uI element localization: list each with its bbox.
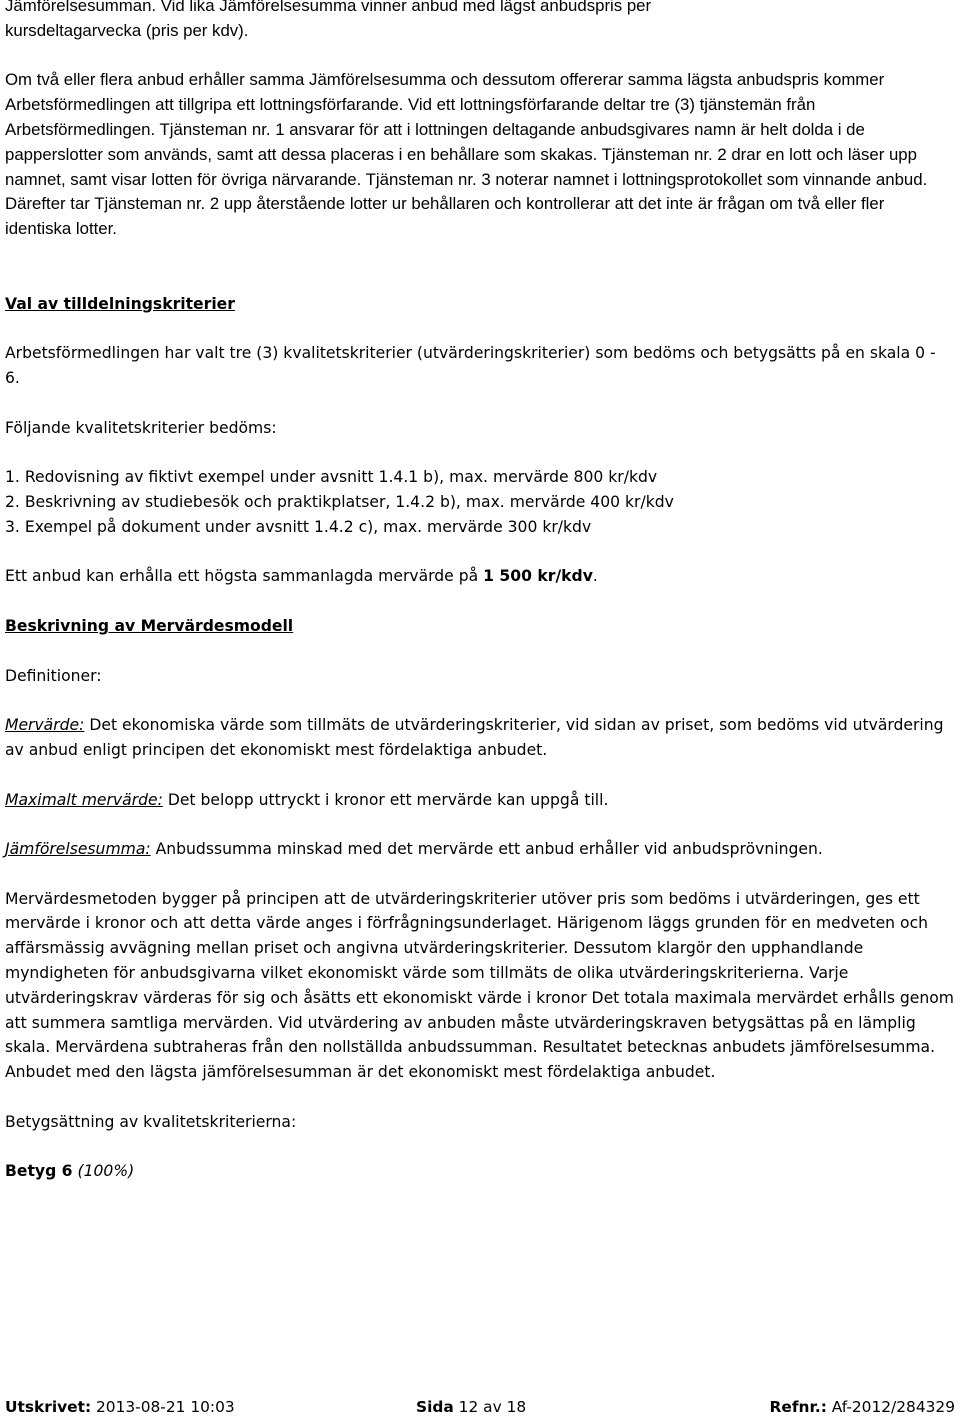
- footer-ref-label: Refnr.:: [769, 1398, 827, 1416]
- definition-max-mervarde: [5, 788, 955, 813]
- footer-printed-label: Utskrivet:: [5, 1398, 92, 1416]
- lottery-line-2: kursdeltagarvecka (pris per kdv).: [5, 20, 249, 40]
- grade-line: [5, 1159, 955, 1184]
- max-merit-value: 1 500 kr/kdv: [483, 567, 593, 586]
- criteria-item-3: 3. Exempel på dokument under avsnitt 1.4.2 c), max. mervärde 300 kr/kdv: [5, 517, 592, 536]
- criteria-item-1: 1. Redovisning av fiktivt exempel under avsnitt 1.4.1 b), max. mervärde 800 kr/kdv: [5, 468, 658, 487]
- definition-text-max-mervarde: Det belopp uttryckt i kronor ett mervärde kan uppgå till.: [162, 790, 609, 809]
- grading-label: Betygsättning av kvalitetskriterierna:: [5, 1112, 297, 1131]
- criteria-item-2: 2. Beskrivning av studiebesök och praktikplatser, 1.4.2 b), max. mervärde 400 kr/kdv: [5, 492, 674, 511]
- method-paragraph: Mervärdesmetoden bygger på principen att de utvärderingskriterier utöver pris som bedöms i utvärderingen, ges ett mervärde i kronor och att detta värde anges i förfrågningsunderlaget. Härigenom läggs grunden för en medveten och affärsmässig avvägning mellan priset och angivna utvärderingskriterier. Dessutom klargör den upphandlande myndigheten för anbudsgivarna vilket ekonomiskt värde som tillmäts de olika utvärderingskriterierna. Varje utvärderingskrav värderas för sig och åsätts ett ekonomiskt värde i kronor Det totala maximala mervärdet erhålls genom att summera samtliga mervärden. Vid utvärdering av anbuden måste utvärderingskraven betygsättas på en lämplig skala. Mervärdena subtraheras från den nollställda anbudssumman. Resultatet betecknas anbudets jämförelsesumma. Anbudet med den lägsta jämförelsesumman är det ekonomiskt mest fördelaktiga anbudet.: [5, 889, 955, 1082]
- grade-percent: (100%): [77, 1162, 135, 1181]
- lottery-paragraph: Om två eller flera anbud erhåller samma Jämförelsesumma och dessutom offererar samma lägsta anbudspris kommer Arbetsförmedlingen att tillgripa ett lottningsförfarande. Vid ett lottningsförfarande deltar tre (3) tjänstemän från Arbetsförmedlingen. Tjänsteman nr. 1 ansvarar för att i lottningen deltagande anbudsgivares namn är helt dolda i de papperslotter som används, samt att dessa placeras i en behållare som skakas. Tjänsteman nr. 2 drar en lott och läser upp namnet, samt visar lotten för övriga närvarande. Tjänsteman nr. 3 noterar namnet i lottningsprotokollet som vinnande anbud. Därefter tar Tjänsteman nr. 2 upp återstående lotter ur behållaren och kontrollerar att det inte är frågan om två eller fler identiska lotter.: [5, 70, 928, 239]
- definition-term-max-mervarde: Maximalt mervärde:: [5, 790, 163, 809]
- model-heading: Beskrivning av Mervärdesmodell: [5, 616, 294, 635]
- criteria-list-intro: Följande kvalitetskriterier bedöms:: [5, 418, 277, 437]
- criteria-intro: Arbetsförmedlingen har valt tre (3) kvalitetskriterier (utvärderingskriterier) som bedöms och betygsätts på en skala 0 - 6.: [5, 344, 936, 387]
- footer-page: [416, 1397, 526, 1417]
- footer-ref: [770, 1397, 955, 1417]
- grade-bold: Betyg 6: [5, 1162, 73, 1181]
- footer-printed-value: 2013-08-21 10:03: [91, 1398, 235, 1416]
- footer-printed: [5, 1397, 235, 1417]
- max-merit-statement: [5, 564, 955, 589]
- definition-term-mervarde: Mervärde:: [5, 716, 85, 735]
- definition-jamforelsesumma: [5, 837, 955, 862]
- definition-term-jamforelsesumma: Jämförelsesumma:: [5, 840, 151, 859]
- document-page: [5, 0, 955, 1184]
- criteria-list: [5, 465, 955, 539]
- lottery-line-1: Jämförelsesumman. Vid lika Jämförelsesumma vinner anbud med lägst anbudspris per: [5, 0, 652, 15]
- criteria-heading: Val av tilldelningskriterier: [5, 294, 235, 313]
- footer-page-label: Sida: [416, 1398, 454, 1416]
- footer-page-value: 12 av 18: [453, 1398, 527, 1416]
- definition-text-mervarde: Det ekonomiska värde som tillmäts de utvärderingskriterier, vid sidan av priset, som bedöms vid utvärdering av anbud enligt principen det ekonomiskt mest fördelaktiga anbudet.: [5, 716, 944, 759]
- footer-ref-value: Af-2012/284329: [826, 1398, 955, 1416]
- definition-mervarde: [5, 713, 955, 763]
- max-merit-prefix: Ett anbud kan erhålla ett högsta sammanlagda mervärde på: [5, 567, 484, 586]
- max-merit-suffix: .: [592, 567, 598, 586]
- definitions-label: Definitioner:: [5, 666, 102, 685]
- definition-text-jamforelsesumma: Anbudssumma minskad med det mervärde ett anbud erhåller vid anbudsprövningen.: [150, 840, 823, 859]
